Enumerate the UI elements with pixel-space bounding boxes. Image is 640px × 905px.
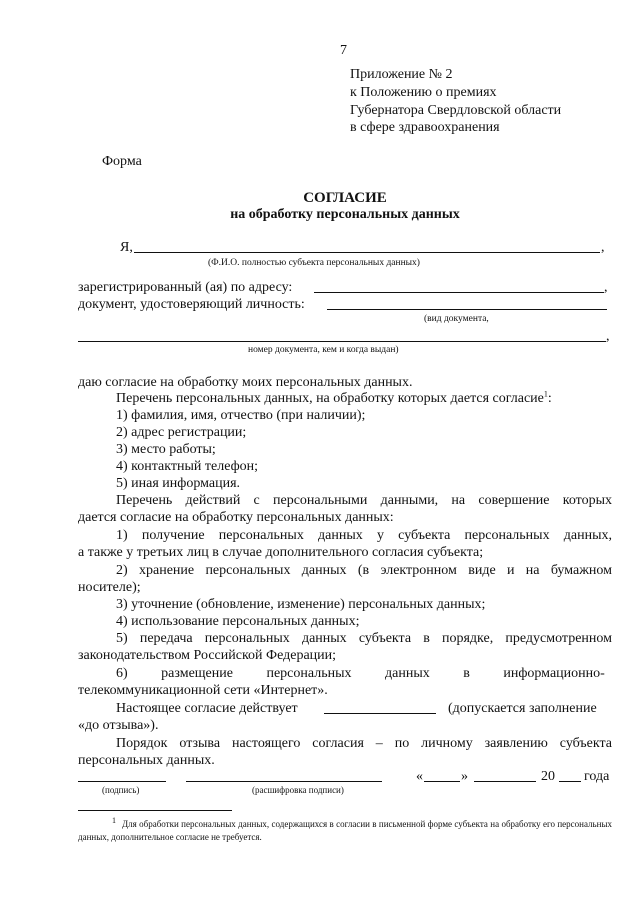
footnote-marker: 1 [112, 816, 116, 825]
fio-field[interactable] [134, 252, 600, 253]
action-6a: 6) размещение персональных данных в информационно- [116, 666, 605, 681]
validity-note-end: «до отзыва»). [78, 718, 159, 733]
doc-number-hint: номер документа, кем и когда выдан) [248, 345, 399, 355]
annex-line-2: к Положению о премиях [350, 85, 497, 100]
doc-type-hint: (вид документа, [424, 314, 489, 324]
footnote-separator [78, 810, 232, 811]
page-number: 7 [340, 43, 347, 58]
i-suffix: , [601, 240, 605, 255]
actions-intro-1: Перечень действий с персональными данными, на совершение которых [116, 493, 612, 508]
validity-field[interactable] [324, 713, 436, 714]
action-6b: телекоммуникационной сети «Интернет». [78, 683, 328, 698]
footnote-ref: 1 [543, 389, 548, 399]
doc-suffix: , [606, 329, 610, 344]
registered-label: зарегистрированный (ая) по адресу: [78, 280, 293, 295]
i-prefix: Я, [120, 240, 133, 255]
action-5b: законодательством Российской Федерации; [78, 648, 337, 663]
list-intro [116, 390, 552, 407]
validity-note: (допускается заполнение [448, 701, 597, 716]
doc-type-field[interactable] [327, 309, 607, 310]
month-field[interactable] [474, 781, 536, 782]
document-title: СОГЛАСИЕ [303, 190, 387, 206]
list-item: 5) иная информация. [116, 476, 241, 491]
action-3: 3) уточнение (обновление, изменение) персональных данных; [116, 597, 486, 612]
registered-suffix: , [604, 280, 608, 295]
revoke-text-1: Порядок отзыва настоящего согласия – по личному заявлению субъекта [116, 736, 612, 751]
footnote-marker-wrap [78, 818, 122, 831]
quote-close: » [461, 769, 468, 784]
annex-line-3: Губернатора Свердловской области [350, 103, 562, 118]
list-item: 3) место работы; [116, 442, 216, 457]
footnote [78, 818, 612, 844]
annex-line-1: Приложение № 2 [350, 67, 453, 82]
quote-open: « [416, 769, 423, 784]
list-item: 2) адрес регистрации; [116, 425, 247, 440]
action-1a: 1) получение персональных данных у субъекта персональных данных, [116, 528, 612, 543]
action-4: 4) использование персональных данных; [116, 614, 360, 629]
revoke-text-2: персональных данных. [78, 753, 215, 768]
year-field[interactable] [559, 781, 581, 782]
sign-hint: (подпись) [102, 785, 140, 795]
list-item: 1) фамилия, имя, отчество (при наличии); [116, 408, 366, 423]
document-subtitle: на обработку персональных данных [230, 207, 460, 222]
decode-hint: (расшифровка подписи) [252, 785, 344, 795]
validity-label: Настоящее согласие действует [116, 701, 298, 716]
doc-number-field[interactable] [78, 341, 606, 342]
list-item: 4) контактный телефон; [116, 459, 259, 474]
list-intro-end: : [547, 391, 552, 406]
list-intro-text: Перечень персональных данных, на обработку которых дается согласие [116, 391, 544, 406]
action-1b: а также у третьих лиц в случае дополнительного согласия субъекта; [78, 545, 484, 560]
action-5a: 5) передача персональных данных субъекта в порядке, предусмотренном [116, 631, 612, 646]
annex-line-4: в сфере здравоохранения [350, 120, 500, 135]
actions-intro-2: дается согласие на обработку персональных данных: [78, 510, 394, 525]
fio-hint: (Ф.И.О. полностью субъекта персональных данных) [208, 258, 420, 268]
action-2b: носителе); [78, 580, 141, 595]
signature-decode-field[interactable] [186, 781, 382, 782]
action-2a: 2) хранение персональных данных (в электронном виде и на бумажном [116, 563, 612, 578]
footnote-text: Для обработки персональных данных, содержащихся в согласии в письменной форме субъекта на обработку его персональных данных, дополнительное согласие не требуется. [78, 819, 612, 842]
address-field[interactable] [314, 292, 604, 293]
form-label: Форма [102, 154, 142, 169]
consent-text: даю согласие на обработку моих персональных данных. [78, 375, 413, 390]
document-label: документ, удостоверяющий личность: [78, 297, 305, 312]
day-field[interactable] [424, 781, 460, 782]
year-prefix: 20 [541, 769, 555, 784]
signature-field[interactable] [78, 781, 166, 782]
year-suffix: года [584, 769, 610, 784]
